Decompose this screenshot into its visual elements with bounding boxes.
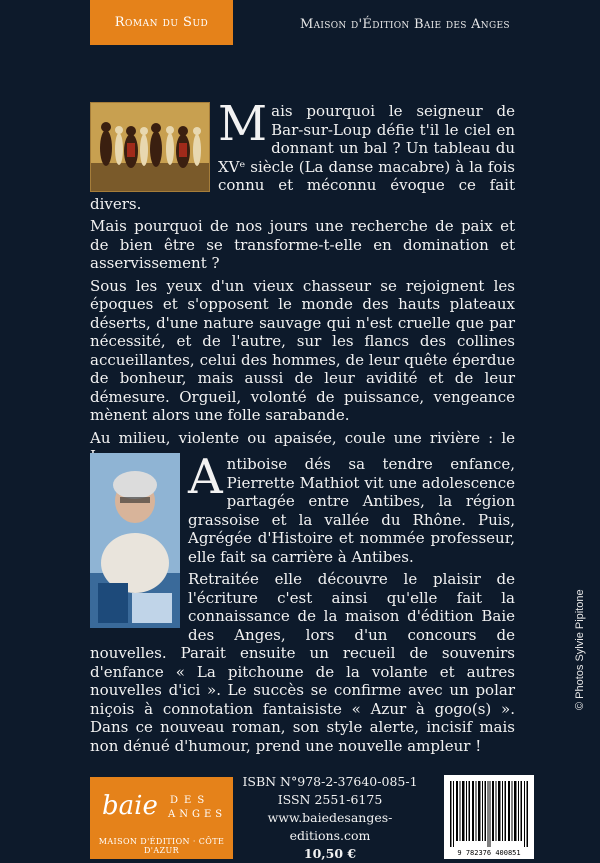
logo-des: DES [170,795,211,806]
isbn: ISBN N°978-2-37640-085-1 [242,774,418,789]
barcode [444,775,534,859]
photo-credit: © Photos Sylvie Pipitone [574,589,586,710]
logo-anges: ANGES [168,809,227,820]
barcode-number: 9 782376 400851 [457,849,521,857]
publisher-name: Maison d'Édition Baie des Anges [300,17,510,32]
synopsis-paragraph-1: ais pourquoi le seigneur de Bar-sur-Loup défie t'il le ciel en donnant un bal ? Un tableau du XVᵉ siècle (La danse macabre) à la fois connu et méconnu évoque ce fait divers. [90,102,515,213]
price: 10,50 € [303,846,357,861]
issn: ISSN 2551-6175 [277,792,383,807]
synopsis-paragraph-2: Mais pourquoi de nos jours une recherche de paix et de bien être se transforme-t-elle en domination et asservissement ? [90,217,515,272]
bio-paragraph-2: Retraitée elle découvre le plaisir de l'écriture c'est ainsi qu'elle fait la connaissance de la maison d'édition Baie des Anges, lors d'un concours de nouvelles. Parait ensuite un recueil de souvenirs d'enfance « La pitchoune de la volante et autres nouvelles d'ici ». Le succès se confirme avec un polar niçois à connotation fantaisiste « Azur à gogo(s) ». Dans ce nouveau roman, son style alerte, incisif mais non dénué d'humour, prend une nouvelle ampleur ! [90,570,515,755]
synopsis-paragraph-4: Au milieu, violente ou apaisée, coule une rivière : le [90,428,515,447]
synopsis-paragraph-3: Sous les yeux d'un vieux chasseur se rejoignent les époques et s'opposent le monde des hauts plateaux déserts, d'une nature sauvage qui n'est cruelle que par nécessité, et de l'autre, sur les flancs des collines accueillantes, celui des hommes, de leur quête éperdue de bonheur, mais aussi de leur avidité et de leur démesure. Orgueil, volonté de puissance, vengeance mènent alors une folle sarabande. [90,276,515,424]
author-bio [90,449,515,759]
bio-paragraph-1: ntiboise dés sa tendre enfance, Pierrette Mathiot vit une adolescence partagée entre Antibes, la région grassoise et la vallée du Rhône. Puis, Agrégée d'Histoire et nommée professeur, elle fait sa carrière à Antibes. [188,455,515,566]
logo-text: baie [102,791,158,821]
synopsis-text [90,96,515,470]
logo-subtitle: MAISON D'ÉDITION · CÔTE D'AZUR [98,837,225,855]
collection-label: Roman du Sud [90,0,233,45]
book-info [230,773,430,863]
drop-cap: M [218,96,268,152]
website: www.baiedesanges-editions.com [267,810,393,843]
drop-cap: A [188,449,223,505]
barcode-icon [444,775,534,859]
publisher-logo [90,777,233,859]
